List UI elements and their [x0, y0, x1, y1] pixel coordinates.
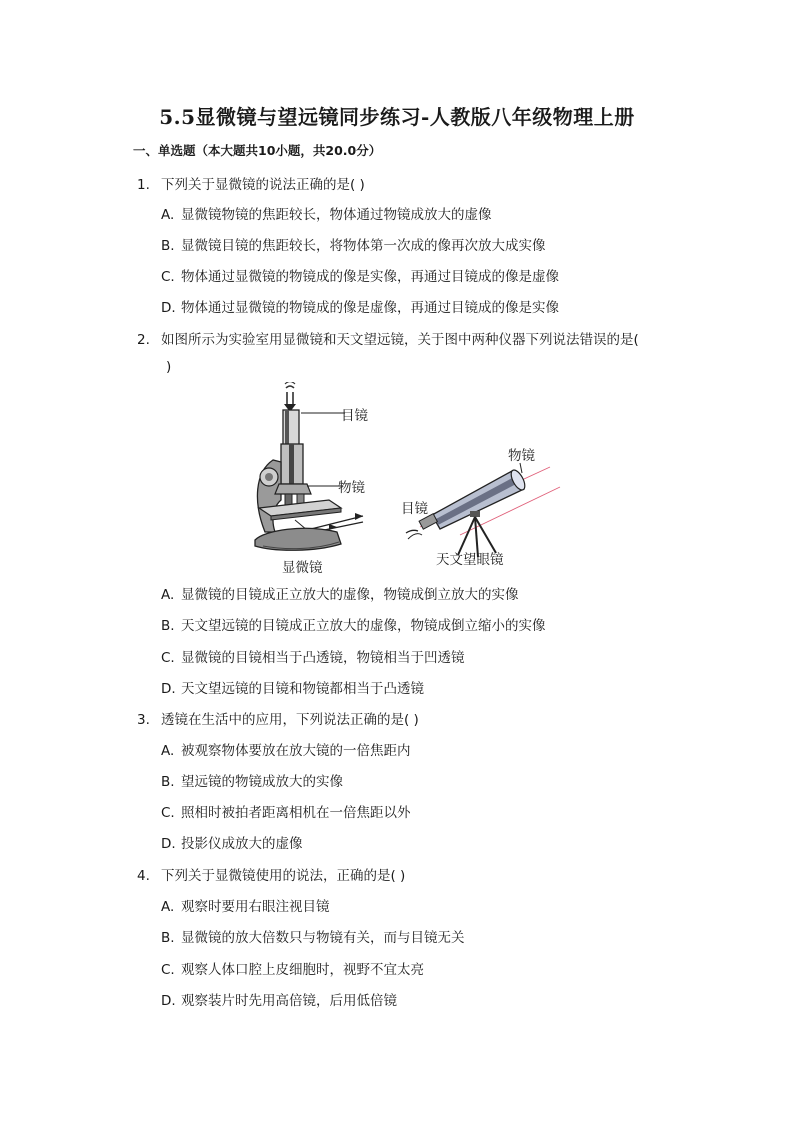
- question-3: [137, 708, 419, 728]
- question-2-option-d: [161, 677, 424, 697]
- question-2: [137, 328, 639, 348]
- question-4: [137, 864, 405, 884]
- question-1: [137, 173, 365, 193]
- option-letter: A.: [161, 743, 175, 759]
- option-letter: B.: [161, 774, 175, 790]
- question-number: 4.: [137, 868, 150, 884]
- question-stem: 如图所示为实验室用显微镜和天文望远镜，关于图中两种仪器下列说法错误的是(: [161, 332, 639, 348]
- option-letter: A.: [161, 587, 175, 603]
- question-2-option-b: [161, 614, 546, 634]
- microscope-objective-label: 物镜: [338, 480, 365, 496]
- option-letter: C.: [161, 269, 175, 285]
- telescope-objective-label: 物镜: [508, 448, 535, 464]
- microscope-eyepiece-label: 目镜: [341, 408, 368, 424]
- option-text: 观察人体口腔上皮细胞时，视野不宜太亮: [181, 962, 424, 978]
- question-1-option-b: [161, 234, 546, 254]
- question-2-option-a: [161, 583, 519, 603]
- option-letter: D.: [161, 993, 176, 1009]
- option-text: 物体通过显微镜的物镜成的像是实像，再通过目镜成的像是虚像: [181, 269, 559, 285]
- telescope-eyepiece-label: 目镜: [401, 501, 428, 517]
- option-text: 投影仪成放大的虚像: [181, 836, 303, 852]
- option-text: 显微镜目镜的焦距较长，将物体第一次成的像再次放大成实像: [181, 238, 546, 254]
- option-text: 望远镜的物镜成放大的实像: [181, 774, 343, 790]
- question-stem: 下列关于显微镜的说法正确的是( ): [161, 177, 365, 193]
- question-stem: 透镜在生活中的应用，下列说法正确的是( ): [161, 712, 419, 728]
- section-heading: 一、单选题（本大题共10小题，共20.0分）: [133, 143, 382, 158]
- option-text: 观察装片时先用高倍镜，后用低倍镜: [181, 993, 397, 1009]
- option-text: 显微镜的目镜相当于凸透镜，物镜相当于凹透镜: [181, 650, 465, 666]
- microscope-caption: 显微镜: [282, 560, 323, 576]
- question-stem-continuation: ): [166, 359, 172, 375]
- question-3-option-b: [161, 770, 343, 790]
- question-number: 1.: [137, 177, 150, 193]
- option-letter: A.: [161, 207, 175, 223]
- question-4-option-b: [161, 926, 465, 946]
- option-text: 被观察物体要放在放大镜的一倍焦距内: [181, 743, 411, 759]
- question-number: 3.: [137, 712, 150, 728]
- question-number: 2.: [137, 332, 150, 348]
- question-stem: 下列关于显微镜使用的说法，正确的是( ): [161, 868, 406, 884]
- option-text: 照相时被拍者距离相机在一倍焦距以外: [181, 805, 411, 821]
- option-letter: B.: [161, 238, 175, 254]
- question-3-option-a: [161, 739, 411, 759]
- option-letter: B.: [161, 930, 175, 946]
- option-letter: A.: [161, 899, 175, 915]
- question-1-option-a: [161, 203, 492, 223]
- option-text: 天文望远镜的目镜和物镜都相当于凸透镜: [181, 681, 424, 697]
- option-letter: D.: [161, 681, 176, 697]
- question-1-option-c: [161, 265, 559, 285]
- option-text: 显微镜物镜的焦距较长，物体通过物镜成放大的虚像: [181, 207, 492, 223]
- question-4-option-c: [161, 958, 424, 978]
- option-letter: B.: [161, 618, 175, 634]
- option-text: 显微镜的放大倍数只与物镜有关，而与目镜无关: [181, 930, 465, 946]
- option-text: 观察时要用右眼注视目镜: [181, 899, 330, 915]
- option-text: 显微镜的目镜成正立放大的虚像，物镜成倒立放大的实像: [181, 587, 519, 603]
- instruments-figure: [240, 382, 570, 578]
- option-text: 物体通过显微镜的物镜成的像是虚像，再通过目镜成的像是实像: [181, 300, 559, 316]
- option-letter: D.: [161, 836, 176, 852]
- page-title: 5.5显微镜与望远镜同步练习-人教版八年级物理上册: [159, 105, 635, 129]
- question-4-option-d: [161, 989, 397, 1009]
- option-letter: D.: [161, 300, 176, 316]
- question-2-option-c: [161, 646, 465, 666]
- option-letter: C.: [161, 650, 175, 666]
- question-3-option-d: [161, 832, 303, 852]
- option-text: 天文望远镜的目镜成正立放大的虚像，物镜成倒立缩小的实像: [181, 618, 546, 634]
- option-letter: C.: [161, 805, 175, 821]
- question-1-option-d: [161, 296, 559, 316]
- question-4-option-a: [161, 895, 330, 915]
- question-3-option-c: [161, 801, 411, 821]
- telescope-caption: 天文望眼镜: [436, 552, 504, 568]
- option-letter: C.: [161, 962, 175, 978]
